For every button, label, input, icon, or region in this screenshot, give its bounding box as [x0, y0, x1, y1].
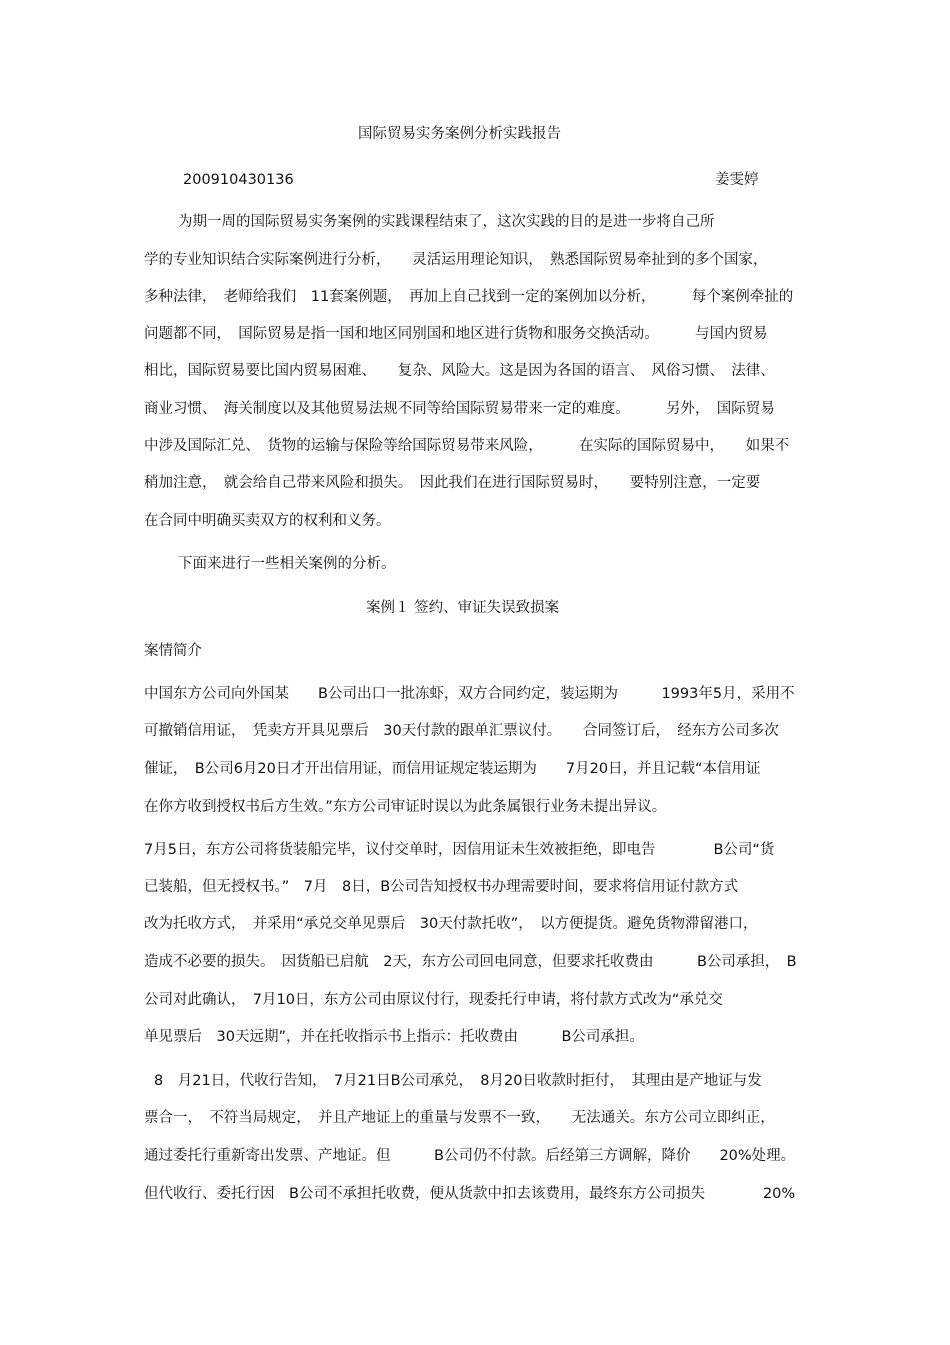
case-para-line: 公司对此确认， 7月10日，东方公司由原议付行，现委托行申请，将付款方式改为“承兑交	[144, 992, 723, 1008]
intro-line: 商业习惯、 海关制度以及其他贸易法规不同等给国际贸易带来一定的难度。 另外， 国际贸易	[144, 401, 775, 417]
student-id: 200910430136	[183, 172, 294, 188]
transition-line: 下面来进行一些相关案例的分析。	[178, 556, 396, 572]
case-para-line: 造成不必要的损失。 因货船已启航 2天，东方公司回电同意，但要求托收费由 B公司承担， B	[144, 954, 797, 970]
intro-line: 中涉及国际汇兑、 货物的运输与保险等给国际贸易带来风险， 在实际的国际贸易中， 如果不	[144, 438, 790, 454]
case-para-line: 7月5日，东方公司将货装船完毕，议付交单时，因信用证未生效被拒绝，即电告 B公司“货	[144, 842, 775, 858]
case-para-line: 票合一， 不符当局规定， 并且产地证上的重量与发票不一致， 无法通关。东方公司立即纠正，	[144, 1110, 775, 1126]
case-para-line: 单见票后 30天远期”，并在托收指示书上指示：托收费由 B公司承担。	[144, 1029, 644, 1045]
intro-line: 学的专业知识结合实际案例进行分析， 灵活运用理论知识， 熟悉国际贸易牵扯到的多个国家，	[144, 252, 768, 268]
case-para-line: 8 月21日，代收行告知， 7月21日B公司承兑， 8月20日收款时拒付， 其理由是产地证与发	[154, 1073, 762, 1089]
case-para-line: 通过委托行重新寄出发票、产地证。但 B公司仍不付款。后经第三方调解，降价 20%处理。	[144, 1148, 796, 1164]
intro-line: 在合同中明确买卖双方的权利和义务。	[144, 513, 391, 529]
case-para-line: 可撤销信用证， 凭卖方开具见票后 30天付款的跟单汇票议付。 合同签订后， 经东方公司多次	[144, 723, 779, 739]
report-title: 国际贸易实务案例分析实践报告	[358, 126, 561, 142]
intro-line: 相比，国际贸易要比国内贸易困难、 复杂、风险大。这是因为各国的语言、 风俗习惯、 法律、	[144, 363, 775, 379]
intro-line: 多种法律， 老师给我们 11套案例题， 再加上自己找到一定的案例加以分析， 每个案例牵扯的	[144, 289, 794, 305]
case-para-line: 催证， B公司6月20日才开出信用证，而信用证规定装运期为 7月20日，并且记载“本信用证	[144, 761, 761, 777]
case-para-line: 在你方收到授权书后方生效。”东方公司审证时误以为此条属银行业务未提出异议。	[144, 799, 667, 815]
case-para-line: 中国东方公司向外国某 B公司出口一批冻虾，双方合同约定，装运期为 1993年5月，采用不	[144, 686, 795, 702]
case-heading: 案例１ 签约、审证失误致损案	[366, 600, 560, 616]
intro-line: 问题都不同， 国际贸易是指一国和地区同别国和地区进行货物和服务交换活动。 与国内贸易	[144, 326, 768, 342]
case-para-line: 已装船，但无授权书。” 7月 8日，B公司告知授权书办理需要时间，要求将信用证付款方式	[144, 879, 739, 895]
case-para-line: 但代收行、委托行因 B公司不承担托收费，便从货款中扣去该费用，最终东方公司损失 20%	[144, 1186, 796, 1202]
author-name: 姜雯婷	[715, 172, 759, 188]
intro-line: 为期一周的国际贸易实务案例的实践课程结束了，这次实践的目的是进一步将自己所	[178, 214, 715, 230]
intro-line: 稍加注意， 就会给自己带来风险和损失。 因此我们在进行国际贸易时， 要特别注意，一定要	[144, 475, 761, 491]
case-para-line: 改为托收方式， 并采用“承兑交单见票后 30天付款托收”， 以方便提货。避免货物滞留港口，	[144, 916, 758, 932]
case-subheading: 案情简介	[144, 643, 202, 659]
